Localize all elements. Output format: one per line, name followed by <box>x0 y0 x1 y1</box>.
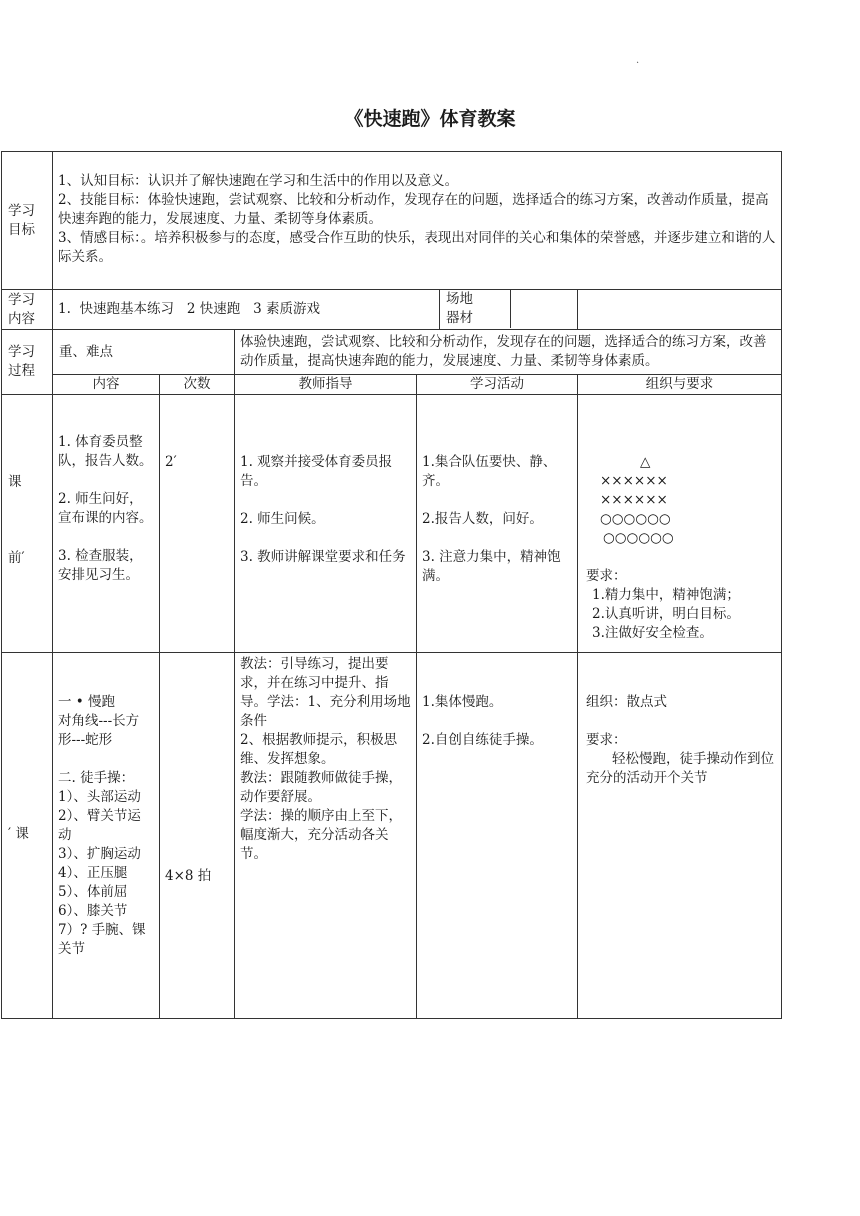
content-item: 一 • 慢跑 <box>58 694 116 710</box>
objective-item: 2、技能目标：体验快速跑，尝试观察、比较和分析动作，发现存在的问题，选择适合的练习方案，改善动作质量，提高快速奔跑的能力，发展速度、力量、柔韧等身体素质。 <box>58 192 769 227</box>
teacher-item: 教法：引导练习，提出要求，并在练习中提升、指导。学法：1、充分利用场地条件 <box>240 656 411 729</box>
section-main-activity <box>417 653 578 1019</box>
objectives-label: 学习 目标 <box>2 152 53 290</box>
content-item: 1）、头部运动 <box>58 789 141 805</box>
activity-item: 1.集合队伍要快、静、齐。 <box>422 454 557 489</box>
requirement-item: 1.精力集中，精神饱满； <box>592 587 740 603</box>
corner-mark: · <box>636 58 640 69</box>
section-preclass-organization <box>578 395 782 653</box>
section-main-organization <box>578 653 782 1019</box>
teacher-item: 3. 教师讲解课堂要求和任务 <box>240 549 406 565</box>
content-item: 对角线---长方形---蛇形 <box>58 713 140 748</box>
content-item: 4）、正压腿 <box>58 865 128 881</box>
section-preclass-count: 2′ <box>160 395 235 653</box>
content-item: 3）、扩胸运动 <box>58 846 141 862</box>
requirement-item: 2.认真听讲，明白目标。 <box>592 606 740 622</box>
content-item: 3. 检查服装，安排见习生。 <box>58 548 143 583</box>
section-preclass-content <box>53 395 160 653</box>
column-header-row <box>2 375 782 395</box>
content-item: 2）、臂关节运动 <box>58 808 141 843</box>
objectives-row <box>2 152 782 290</box>
col-header-activity: 学习活动 <box>417 375 578 395</box>
content-item: 5）、体前屈 <box>58 884 128 900</box>
formation-row: ×××××× <box>600 473 668 489</box>
section-preclass-row <box>2 395 782 653</box>
venue-value-ext <box>578 290 782 330</box>
teacher-item: 学法：操的顺序由上至下，幅度渐大，充分活动各关节。 <box>240 808 402 862</box>
teacher-item: 1. 观察并接受体育委员报告。 <box>240 454 393 489</box>
activity-item: 2.报告人数，问好。 <box>422 511 543 527</box>
activity-item: 3. 注意力集中，精神饱满。 <box>422 549 561 584</box>
teacher-item: 教法：跟随教师做徒手操，动作要舒展。 <box>240 770 402 805</box>
formation-row: ○○○○○○ <box>603 530 674 546</box>
requirement-text: 轻松慢跑，徒手操动作到位充分的活动开个关节 <box>586 751 774 786</box>
teacher-item: 2. 师生问候。 <box>240 511 325 527</box>
formation-diagram <box>586 453 776 548</box>
lesson-plan-table <box>1 151 782 1019</box>
content-row <box>2 290 782 330</box>
teacher-item: 2、根据教师提示，积极思维、发挥想象。 <box>240 732 398 767</box>
formation-row: ×××××× <box>600 492 668 508</box>
activity-item: 2.自创自练徒手操。 <box>422 732 543 748</box>
section-main-content <box>53 653 160 1019</box>
venue-label: 场地 器材 <box>446 291 473 326</box>
requirements-label: 要求： <box>586 732 627 748</box>
content-text: 1. 快速跑基本练习 2 快速跑 3 素质游戏 <box>53 290 440 330</box>
objectives-cell <box>53 152 782 290</box>
keypoints-label: 重、难点 <box>53 330 235 375</box>
content-item: 二. 徒手操： <box>58 770 135 786</box>
formation-row: ○○○○○○ <box>600 511 671 527</box>
keypoints-text: 体验快速跑，尝试观察、比较和分析动作，发现存在的问题，选择适合的练习方案，改善动作质量，提高快速奔跑的能力，发展速度、力量、柔韧等身体素质。 <box>235 330 782 375</box>
content-label: 学习 内容 <box>2 290 53 330</box>
keypoints-row <box>2 330 782 375</box>
col-header-content: 内容 <box>53 375 160 395</box>
requirements-label: 要求： <box>586 568 627 584</box>
objective-item: 1、认知目标：认识并了解快速跑在学习和生活中的作用以及意义。 <box>58 173 459 189</box>
section-main-row <box>2 653 782 1019</box>
section-main-label: ′ 课 <box>2 653 53 1019</box>
content-item: 6）、膝关节 <box>58 903 128 919</box>
process-label: 学习 过程 <box>2 330 53 395</box>
col-header-organization: 组织与要求 <box>578 375 782 395</box>
organization-text: 组织：散点式 <box>586 694 667 710</box>
section-preclass-teacher <box>235 395 417 653</box>
section-main-teacher <box>235 653 417 1019</box>
section-preclass-activity <box>417 395 578 653</box>
content-item: 2. 师生问好，宣布课的内容。 <box>58 491 153 526</box>
content-item: 1. 体育委员整队，报告人数。 <box>58 434 153 469</box>
col-header-teacher: 教师指导 <box>235 375 417 395</box>
section-main-count: 4×8 拍 <box>160 653 235 1019</box>
col-header-count: 次数 <box>160 375 235 395</box>
objective-item: 3、情感目标：。培养积极参与的态度，感受合作互助的快乐，表现出对同伴的关心和集体的荣誉感，并逐步建立和谐的人际关系。 <box>58 230 776 265</box>
activity-item: 1.集体慢跑。 <box>422 694 503 710</box>
venue-cell <box>440 290 578 330</box>
formation-teacher: △ <box>640 454 651 470</box>
document-title: 《快速跑》体育教案 <box>344 108 516 130</box>
requirement-item: 3.注做好安全检查。 <box>592 625 713 641</box>
content-item: 7）? 手腕、锞关节 <box>58 922 146 957</box>
section-preclass-label: 课 前′ <box>2 395 53 653</box>
venue-value <box>511 290 577 328</box>
